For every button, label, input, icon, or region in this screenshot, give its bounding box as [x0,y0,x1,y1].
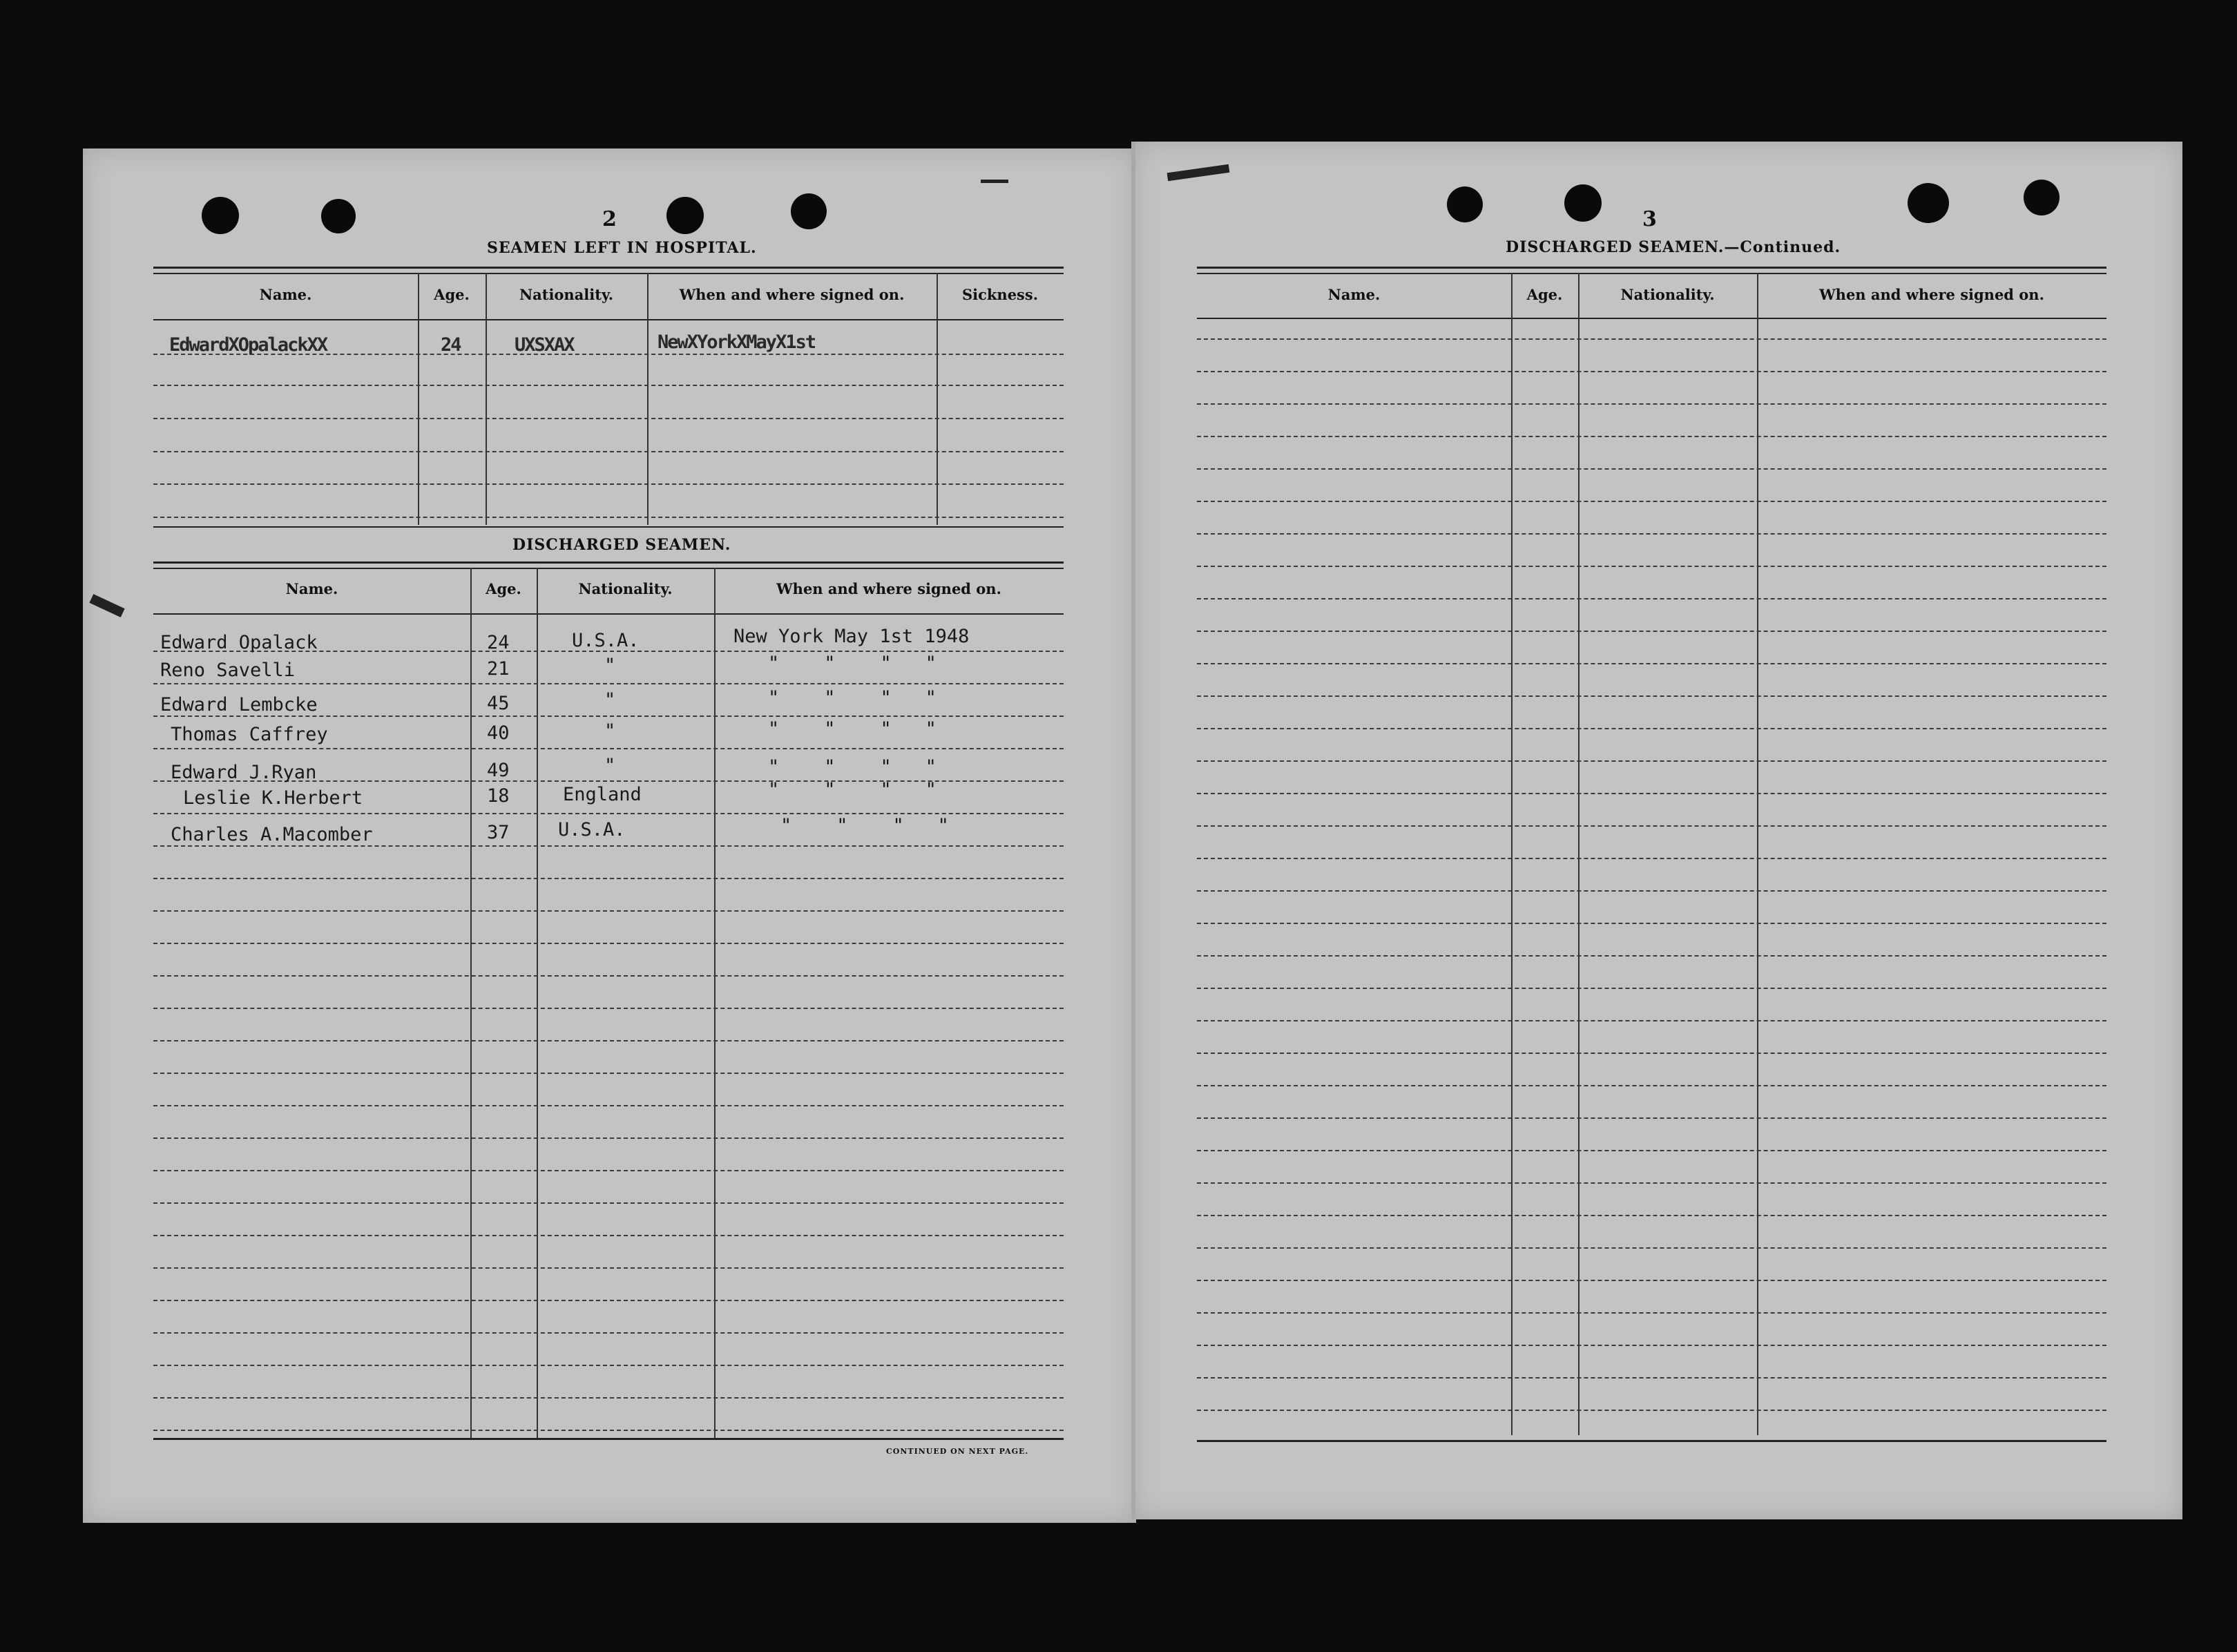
row-line [153,1267,1064,1269]
row-line [153,385,1064,386]
row-line [153,1105,1064,1106]
seaman-nationality: " [604,755,616,776]
row-line [1197,1410,2106,1411]
row-line [153,910,1064,912]
row-line [1197,1182,2106,1184]
column-divider [1757,273,1758,1435]
column-header: Nationality. [519,286,614,303]
punch-hole-icon [791,193,827,229]
row-line [153,1332,1064,1334]
column-header: Name. [259,286,312,303]
struck-age: 24 [441,334,461,356]
table-bottom-rule [1197,1440,2106,1442]
seaman-signed-on: " " " " [768,756,937,778]
row-line [1197,825,2106,827]
struck-signed-on: NewXYorkXMayX1st [657,332,816,353]
table-bottom-rule [153,1438,1064,1440]
seaman-age: 49 [487,760,510,781]
column-header: Nationality. [578,580,673,597]
seaman-name: Charles A.Macomber [171,824,373,845]
row-line [1197,403,2106,405]
column-header: Age. [434,286,470,303]
continued-note: CONTINUED ON NEXT PAGE. [886,1447,1029,1456]
seaman-signed-on: " " " " [768,653,937,674]
table-rule [153,568,1064,569]
seaman-name: Thomas Caffrey [171,724,328,745]
row-line [153,1137,1064,1139]
column-divider [647,273,649,525]
column-divider [1578,273,1580,1435]
seaman-age: 18 [487,785,510,807]
seaman-nationality: U.S.A. [572,630,640,651]
struck-nationality: UXSXAX [515,334,574,356]
row-line [1197,955,2106,957]
row-line [1197,501,2106,502]
punch-hole-icon [202,197,239,234]
punch-hole-icon [1447,186,1483,222]
row-line [153,451,1064,452]
row-line [1197,1345,2106,1346]
row-line [1197,923,2106,924]
row-line [1197,663,2106,664]
row-line [153,878,1064,879]
row-line [1197,533,2106,535]
column-header: Nationality. [1620,286,1715,303]
row-line [1197,1280,2106,1281]
column-divider [1511,273,1513,1435]
paper-tear [981,180,1008,183]
row-line [1197,436,2106,437]
row-line [1197,1020,2106,1021]
row-line [153,1073,1064,1074]
hospital-section-title: SEAMEN LEFT IN HOSPITAL. [487,239,757,257]
row-line [1197,1085,2106,1086]
row-line [1197,695,2106,697]
row-line [153,943,1064,944]
seaman-signed-on: " " " " [768,779,937,800]
row-line [153,975,1064,977]
column-divider [937,273,938,525]
column-divider [418,273,419,525]
column-header: Sickness. [961,286,1039,303]
seaman-name: Leslie K.Herbert [183,787,363,809]
table-rule [153,267,1064,269]
punch-hole-icon [321,199,356,233]
column-header: Name. [1327,286,1381,303]
column-divider [486,273,487,525]
table-rule [1197,273,2106,274]
row-line [153,1040,1064,1041]
row-line [1197,338,2106,340]
discharged-section-title: DISCHARGED SEAMEN. [512,536,731,554]
seaman-age: 24 [487,632,510,653]
seaman-name: Reno Savelli [160,660,296,681]
seaman-nationality: " [604,655,616,676]
right-section-title: DISCHARGED SEAMEN.—Continued. [1506,238,1841,256]
table-rule [153,273,1064,274]
column-header: Name. [285,580,338,597]
seaman-name: Edward J.Ryan [171,762,317,783]
column-header: When and where signed on. [1819,286,2044,303]
seaman-signed-on: " " " " [768,718,937,740]
row-line [153,1008,1064,1009]
column-divider [714,568,716,1438]
row-line [153,813,1064,814]
row-line [1197,371,2106,372]
row-line [1197,858,2106,859]
table-rule [153,613,1064,615]
row-line [153,715,1064,717]
row-line [153,1202,1064,1204]
seaman-signed-on: " " " " [780,815,949,836]
row-line [153,1300,1064,1301]
punch-hole-icon [1908,183,1949,223]
table-rule [153,561,1064,564]
column-divider [470,568,472,1438]
seaman-nationality: " [604,720,616,742]
row-line [153,683,1064,684]
row-line [1197,1215,2106,1216]
seaman-age: 45 [487,693,510,714]
row-line [1197,566,2106,567]
seaman-nationality: U.S.A. [558,819,626,841]
seaman-nationality: " [604,689,616,711]
seaman-age: 40 [487,722,510,744]
column-header: Age. [486,580,521,597]
table-rule [153,319,1064,320]
table-rule [1197,318,2106,319]
row-line [153,1235,1064,1236]
row-line [1197,1377,2106,1379]
column-divider [537,568,538,1438]
column-header: When and where signed on. [679,286,905,303]
row-line [1197,1117,2106,1119]
page-fold [1131,142,1135,1519]
punch-hole-icon [2024,180,2060,215]
row-line [1197,598,2106,599]
page-number: 3 [1642,207,1657,231]
column-header: Age. [1526,286,1563,303]
row-line [1197,988,2106,989]
row-line [1197,890,2106,892]
row-line [153,1365,1064,1366]
row-line [1197,468,2106,470]
column-header: When and where signed on. [776,580,1001,597]
row-line [153,1170,1064,1171]
seaman-name: Edward Lembcke [160,694,318,715]
row-line [153,748,1064,749]
table-rule [1197,267,2106,269]
struck-name: EdwardXOpalackXX [169,334,327,356]
row-line [1197,1150,2106,1151]
punch-hole-icon [666,197,704,234]
seaman-nationality: England [563,784,642,805]
page-number: 2 [602,207,617,231]
row-line [153,418,1064,419]
row-line [153,483,1064,485]
row-line [1197,631,2106,632]
section-rule [153,526,1064,528]
row-line [1197,760,2106,762]
seaman-age: 21 [487,658,510,680]
seaman-age: 37 [487,822,510,843]
punch-hole-icon [1564,184,1602,222]
row-line [1197,1053,2106,1054]
seaman-signed-on: New York May 1st 1948 [733,626,970,647]
row-line [1197,793,2106,794]
row-line [153,1397,1064,1399]
seaman-name: Edward Opalack [160,632,318,653]
row-line [1197,1247,2106,1249]
row-line [153,517,1064,518]
row-line [1197,1312,2106,1314]
seaman-signed-on: " " " " [768,687,937,709]
row-line [1197,728,2106,729]
row-line [153,1430,1064,1431]
row-line [153,845,1064,847]
